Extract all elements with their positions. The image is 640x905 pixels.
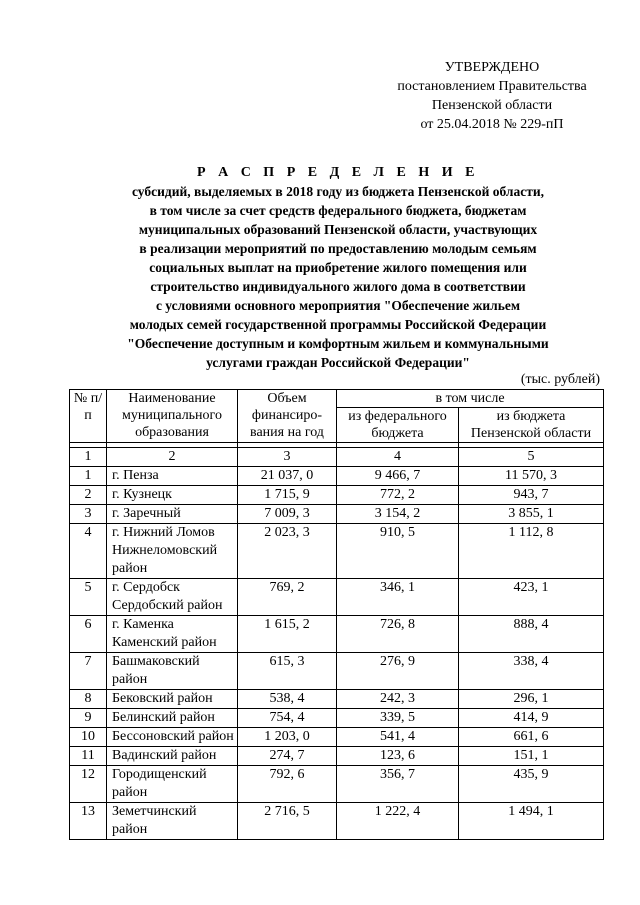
header-name: Наименование муниципального образования: [107, 390, 238, 443]
municipality-name: Белинский район: [107, 709, 238, 728]
total-amount: 21 037, 0: [238, 467, 337, 486]
table-row: [70, 579, 604, 616]
row-number: 13: [70, 803, 107, 840]
total-amount: 769, 2: [238, 579, 337, 616]
title-line: "Обеспечение доступным и комфортным жильем и коммунальными: [127, 336, 549, 351]
regional-amount: 661, 6: [459, 728, 604, 747]
total-amount: 1 203, 0: [238, 728, 337, 747]
title-line: социальных выплат на приобретение жилого помещения или: [149, 260, 527, 275]
column-index: 5: [459, 448, 604, 467]
federal-amount: 772, 2: [337, 486, 459, 505]
total-amount: 538, 4: [238, 690, 337, 709]
table-row: [70, 803, 604, 840]
row-number: 5: [70, 579, 107, 616]
regional-amount: 1 112, 8: [459, 524, 604, 579]
title-line: с условиями основного мероприятия "Обеспечение жильем: [155, 298, 521, 313]
approval-date-number: от 25.04.2018 № 229-пП: [420, 117, 564, 132]
document-title: [70, 163, 606, 372]
regional-amount: 423, 1: [459, 579, 604, 616]
federal-amount: 726, 8: [337, 616, 459, 653]
row-number: 6: [70, 616, 107, 653]
table-row: [70, 467, 604, 486]
table-row: [70, 728, 604, 747]
federal-amount: 9 466, 7: [337, 467, 459, 486]
title-line: муниципальных образований Пензенской области, участвующих: [138, 222, 538, 237]
federal-amount: 910, 5: [337, 524, 459, 579]
title-line: в реализации мероприятий по предоставлению молодым семьям: [139, 241, 537, 256]
table-row: [70, 747, 604, 766]
regional-amount: 3 855, 1: [459, 505, 604, 524]
row-number: 4: [70, 524, 107, 579]
municipality-name: г. Заречный: [107, 505, 238, 524]
federal-amount: 3 154, 2: [337, 505, 459, 524]
federal-amount: 242, 3: [337, 690, 459, 709]
title-line: субсидий, выделяемых в 2018 году из бюджета Пензенской области,: [131, 184, 545, 199]
municipality-name: г. Пенза: [107, 467, 238, 486]
municipality-name: Башмаковский район: [107, 653, 238, 690]
total-amount: 7 009, 3: [238, 505, 337, 524]
total-amount: 2 023, 3: [238, 524, 337, 579]
row-number: 9: [70, 709, 107, 728]
row-number: 12: [70, 766, 107, 803]
header-num: № п/п: [70, 390, 107, 443]
header-federal: из федерального бюджета: [337, 408, 459, 443]
table-row: [70, 653, 604, 690]
municipality-name: Городищенский район: [107, 766, 238, 803]
title-line: строительство индивидуального жилого дома в соответствии: [150, 279, 526, 294]
units-note: (тыс. рублей): [520, 372, 600, 387]
federal-amount: 339, 5: [337, 709, 459, 728]
table-row: [70, 709, 604, 728]
title-heading: Р А С П Р Е Д Е Л Е Н И Е: [197, 165, 479, 180]
regional-amount: 1 494, 1: [459, 803, 604, 840]
regional-amount: 943, 7: [459, 486, 604, 505]
federal-amount: 346, 1: [337, 579, 459, 616]
approval-authority: постановлением Правительства: [397, 79, 587, 94]
table-row: [70, 524, 604, 579]
header-regional: из бюджета Пензенской области: [459, 408, 604, 443]
municipality-name: Вадинский район: [107, 747, 238, 766]
column-index: 2: [107, 448, 238, 467]
header-total: Объем финансиро-вания на год: [238, 390, 337, 443]
subsidy-table: [69, 389, 604, 840]
regional-amount: 338, 4: [459, 653, 604, 690]
column-index: 4: [337, 448, 459, 467]
municipality-name: г. Каменка Каменский район: [107, 616, 238, 653]
municipality-name: Бековский район: [107, 690, 238, 709]
row-number: 1: [70, 467, 107, 486]
table-row: [70, 766, 604, 803]
total-amount: 754, 4: [238, 709, 337, 728]
regional-amount: 151, 1: [459, 747, 604, 766]
table-header: [70, 390, 604, 443]
regional-amount: 888, 4: [459, 616, 604, 653]
column-index: 1: [70, 448, 107, 467]
column-index-row: [70, 448, 604, 467]
header-including: в том числе: [337, 390, 604, 408]
federal-amount: 276, 9: [337, 653, 459, 690]
table-row: [70, 616, 604, 653]
regional-amount: 435, 9: [459, 766, 604, 803]
row-number: 11: [70, 747, 107, 766]
table-row: [70, 690, 604, 709]
regional-amount: 296, 1: [459, 690, 604, 709]
title-line: услугами граждан Российской Федерации": [206, 355, 470, 370]
municipality-name: Земетчинский район: [107, 803, 238, 840]
row-number: 2: [70, 486, 107, 505]
total-amount: 2 716, 5: [238, 803, 337, 840]
federal-amount: 1 222, 4: [337, 803, 459, 840]
approval-stamp: [372, 58, 612, 134]
approval-heading: УТВЕРЖДЕНО: [444, 60, 540, 75]
total-amount: 792, 6: [238, 766, 337, 803]
total-amount: 1 715, 9: [238, 486, 337, 505]
row-number: 8: [70, 690, 107, 709]
municipality-name: г. Сердобск Сердобский район: [107, 579, 238, 616]
regional-amount: 414, 9: [459, 709, 604, 728]
total-amount: 615, 3: [238, 653, 337, 690]
federal-amount: 123, 6: [337, 747, 459, 766]
row-number: 7: [70, 653, 107, 690]
row-number: 10: [70, 728, 107, 747]
total-amount: 1 615, 2: [238, 616, 337, 653]
federal-amount: 356, 7: [337, 766, 459, 803]
table-row: [70, 505, 604, 524]
approval-region: Пензенской области: [431, 98, 553, 113]
municipality-name: Бессоновский район: [107, 728, 238, 747]
row-number: 3: [70, 505, 107, 524]
federal-amount: 541, 4: [337, 728, 459, 747]
title-line: молодых семей государственной программы Российской Федерации: [129, 317, 547, 332]
total-amount: 274, 7: [238, 747, 337, 766]
table-body: [70, 443, 604, 840]
municipality-name: г. Нижний Ломов Нижнеломовский район: [107, 524, 238, 579]
column-index: 3: [238, 448, 337, 467]
table-row: [70, 486, 604, 505]
regional-amount: 11 570, 3: [459, 467, 604, 486]
title-line: в том числе за счет средств федерального бюджета, бюджетам: [149, 203, 527, 218]
municipality-name: г. Кузнецк: [107, 486, 238, 505]
